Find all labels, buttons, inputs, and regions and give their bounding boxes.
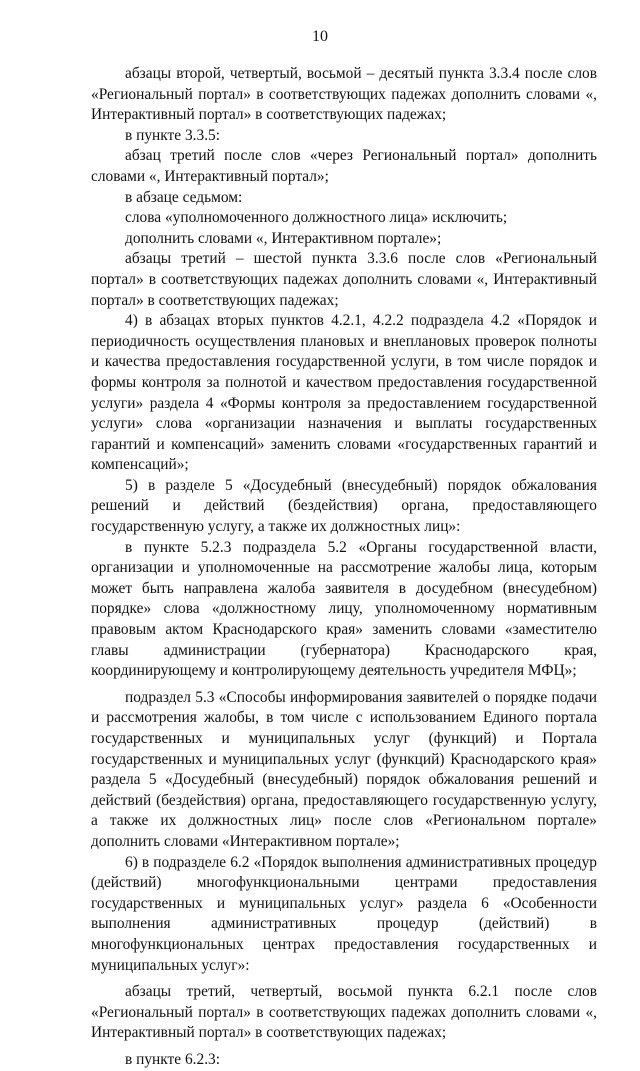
paragraph-7: абзацы третий – шестой пункта 3.3.6 после слов «Региональный портал» в соответствующих падежах дополнить словами «, Интерактивный портал» в соответствующих падежах; (91, 250, 597, 309)
paragraph-4: в абзаце седьмом: (125, 188, 243, 206)
paragraph-12: 6) в подразделе 6.2 «Порядок выполнения административных процедур (действий) многофункциональными центрами предоставления государственных и муниципальных услуг» раздела 6 «Особенности выполнения административных процедур (действий) в многофункциональных центрах предоставления государственных и муниципальных услуг»: (91, 853, 597, 974)
paragraph-14: в пункте 6.2.3: (125, 1050, 221, 1068)
paragraph-3: абзац третий после слов «через Региональный портал» дополнить словами «, Интерактивный портал»; (91, 147, 597, 185)
page-number: 10 (312, 28, 328, 45)
paragraph-8: 4) в абзацах вторых пунктов 4.2.1, 4.2.2 подраздела 4.2 «Порядок и периодичность осуществления плановых и внеплановых проверок полноты и качества предоставления государственной услуги, в том числе порядок и формы контроля за полнотой и качеством предоставления государственной услуги» раздела 4 «Формы контроля за предоставлением государственной услуги» слова «организации назначения и выплаты государственных гарантий и компенсаций» заменить словами «государственных гарантий и компенсаций»; (91, 312, 597, 474)
paragraph-6: дополнить словами «, Интерактивном портале»; (125, 229, 442, 247)
paragraph-13: абзацы третий, четвертый, восьмой пункта 6.2.1 после слов «Региональный портал» в соответствующих падежах дополнить словами «, Интерактивный портал» в соответствующих падежах; (91, 983, 597, 1042)
paragraph-9: 5) в разделе 5 «Досудебный (внесудебный) порядок обжалования решений и действий (бездействия) органа, предоставляющего государственную услугу, а также их должностных лиц»: (91, 476, 597, 536)
paragraph-1: абзацы второй, четвертый, восьмой – десятый пункта 3.3.4 после слов «Региональный портал» в соответствующих падежах дополнить словами «, Интерактивный портал» в соответствующих падежах; (91, 65, 597, 124)
paragraph-2: в пункте 3.3.5: (125, 126, 221, 144)
paragraph-11: подраздел 5.3 «Способы информирования заявителей о порядке подачи и рассмотрения жалобы, в том числе с использованием Единого портала государственных и муниципальных услуг (функций) и Портала государственных и муниципальных услуг (функций) Краснодарского края» раздела 5 «Досудебный (внесудебный) порядок обжалования решений и действий (бездействия) органа, предоставляющего государственную услугу, а также их должностных лиц» после слов «Региональном портале» дополнить словами «Интерактивном портале»; (91, 688, 597, 850)
paragraph-10: в пункте 5.2.3 подраздела 5.2 «Органы государственной власти, организации и уполномоченные на рассмотрение жалобы лица, которым может быть направлена жалоба заявителя в досудебном (внесудебном) порядке» слова «должностному лицу, уполномоченному нормативным правовым актом Краснодарского края» заменить словами «заместителю главы администрации (губернатора) Краснодарского края, координирующему и контролирующему деятельность учредителя МФЦ»; (91, 538, 597, 680)
paragraph-5: слова «уполномоченного должностного лица» исключить; (125, 209, 508, 227)
document-body (91, 64, 597, 1071)
